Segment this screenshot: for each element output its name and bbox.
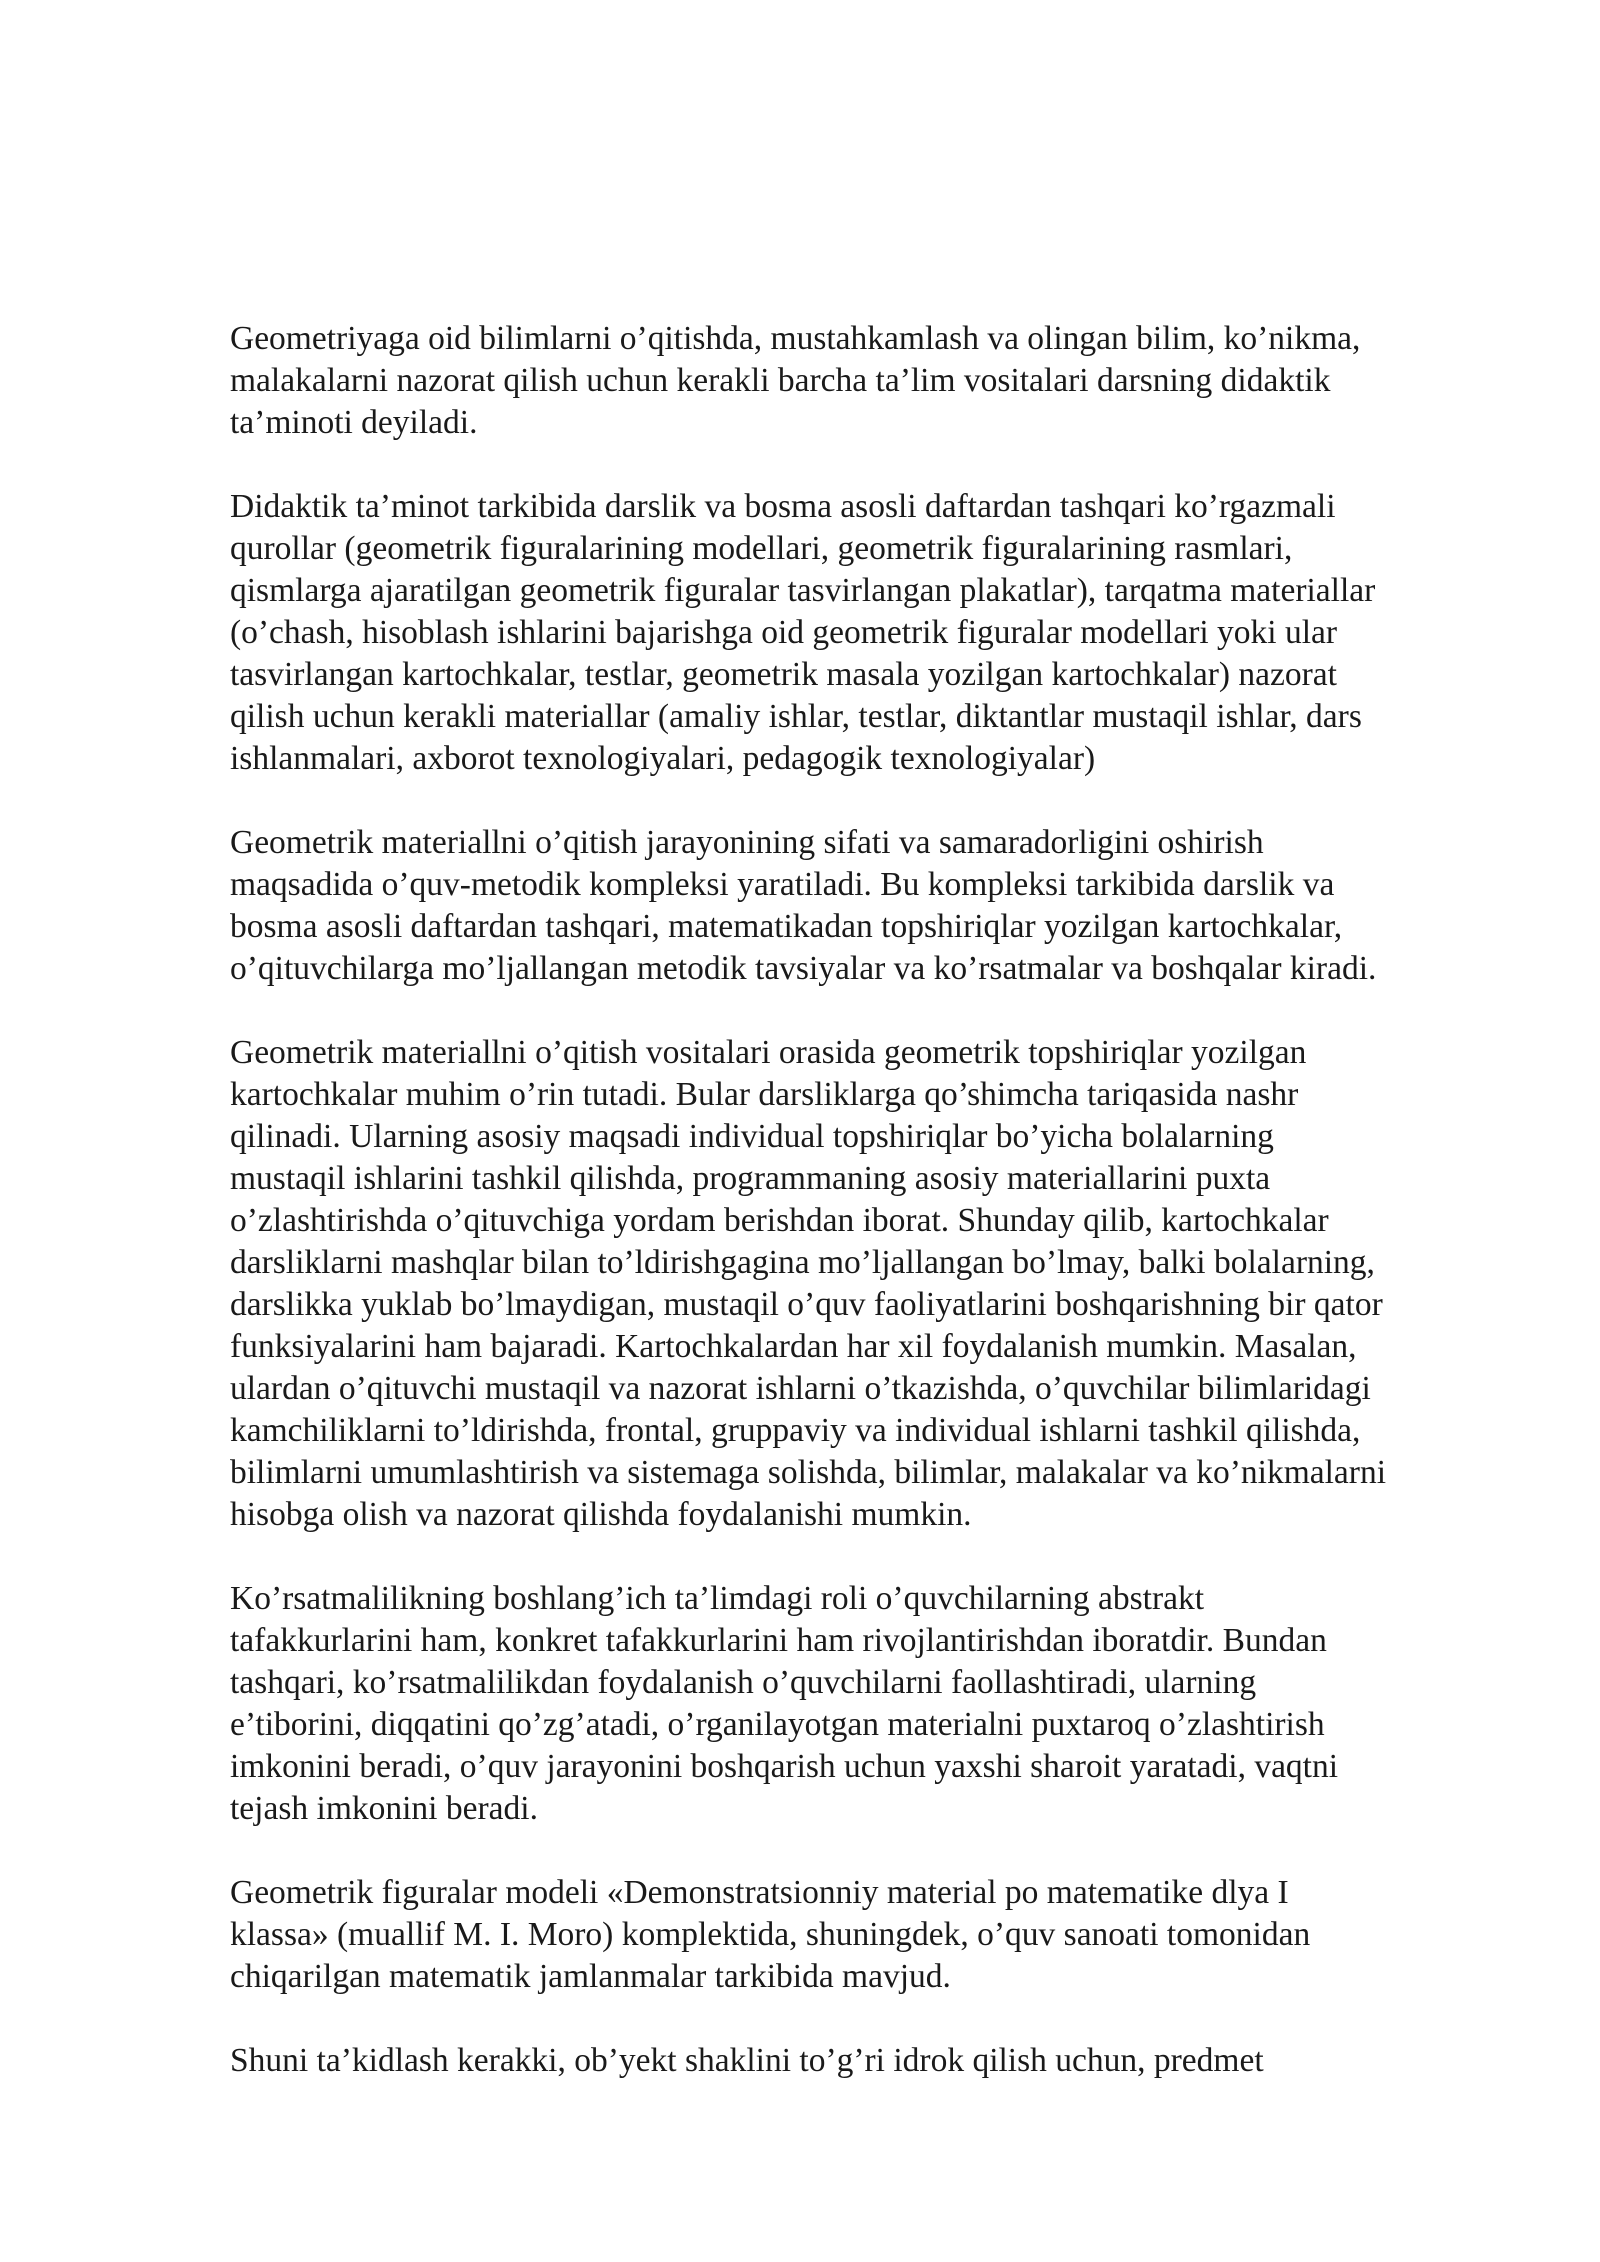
paragraph-3: Geometrik materiallni o’qitish jarayonining sifati va samaradorligini oshirish maqsadida o’quv-metodik kompleksi yaratiladi. Bu kompleksi tarkibida darslik va bosma asosli daftardan tashqari, matematikadan topshiriqlar yozilgan kartochkalar, o’qituvchilarga mo’ljallangan metodik tavsiyalar va ko’rsatmalar va boshqalar kiradi. [230,824,1377,987]
paragraph-5: Ko’rsatmalilikning boshlang’ich ta’limdagi roli o’quvchilarning abstrakt tafakkurlarini ham, konkret tafakkurlarini ham rivojlantirishdan iboratdir. Bundan tashqari, ko’rsatmalilikdan foydalanish o’quvchilarni faollashtiradi, ularning e’tiborini, diqqatini qo’zg’atadi, o’rganilayotgan materialni puxtaroq o’zlashtirish imkonini beradi, o’quv jarayonini boshqarish uchun yaxshi sharoit yaratadi, vaqtni tejash imkonini beradi. [230,1580,1339,1827]
paragraph-4: Geometrik materiallni o’qitish vositalari orasida geometrik topshiriqlar yozilgan kartochkalar muhim o’rin tutadi. Bular darsliklarga qo’shimcha tariqasida nashr qilinadi. Ularning asosiy maqsadi individual topshiriqlar bo’yicha bolalarning mustaqil ishlarini tashkil qilishda, programmaning asosiy materiallarini puxta o’zlashtirishda o’qituvchiga yordam berishdan iborat. Shunday qilib, kartochkalar darsliklarni mashqlar bilan to’ldirishgagina mo’ljallangan bo’lmay, balki bolalarning, darslikka yuklab bo’lmaydigan, mustaqil o’quv faoliyatlarini boshqarishning bir qator funksiyalarini ham bajaradi. Kartochkalardan har xil foydalanish mumkin. Masalan, ulardan o’qituvchi mustaqil va nazorat ishlarni o’tkazishda, o’quvchilar bilimlaridagi kamchiliklarni to’ldirishda, frontal, gruppaviy va individual ishlarni tashkil qilishda, bilimlarni umumlashtirish va sistemaga solishda, bilimlar, malakalar va ko’nikmalarni hisobga olish va nazorat qilishda foydalanishi mumkin. [230,1034,1387,1533]
document-body [230,318,1492,2124]
paragraph-2: Didaktik ta’minot tarkibida darslik va bosma asosli daftardan tashqari ko’rgazmali qurollar (geometrik figuralarining modellari, geometrik figuralarining rasmlari, qismlarga ajaratilgan geometrik figuralar tasvirlangan plakatlar), tarqatma materiallar (o’chash, hisoblash ishlarini bajarishga oid geometrik figuralar modellari yoki ular tasvirlangan kartochkalar, testlar, geometrik masala yozilgan kartochkalar) nazorat qilish uchun kerakli materiallar (amaliy ishlar, testlar, diktantlar mustaqil ishlar, dars ishlanmalari, axborot texnologiyalari, pedagogik texnologiyalar) [230,488,1376,777]
paragraph-6: Geometrik figuralar modeli «Demonstratsionniy material po matematike dlya I klassa» (muallif M. I. Moro) komplektida, shuningdek, o’quv sanoati tomonidan chiqarilgan matematik jamlanmalar tarkibida mavjud. [230,1874,1311,1995]
paragraph-1: Geometriyaga oid bilimlarni o’qitishda, mustahkamlash va olingan bilim, ko’nikma, malakalarni nazorat qilish uchun kerakli barcha ta’lim vositalari darsning didaktik ta’minoti deyiladi. [230,320,1361,441]
paragraph-7: Shuni ta’kidlash kerakki, ob’yekt shaklini to’g’ri idrok qilish uchun, predmet [230,2042,1264,2079]
